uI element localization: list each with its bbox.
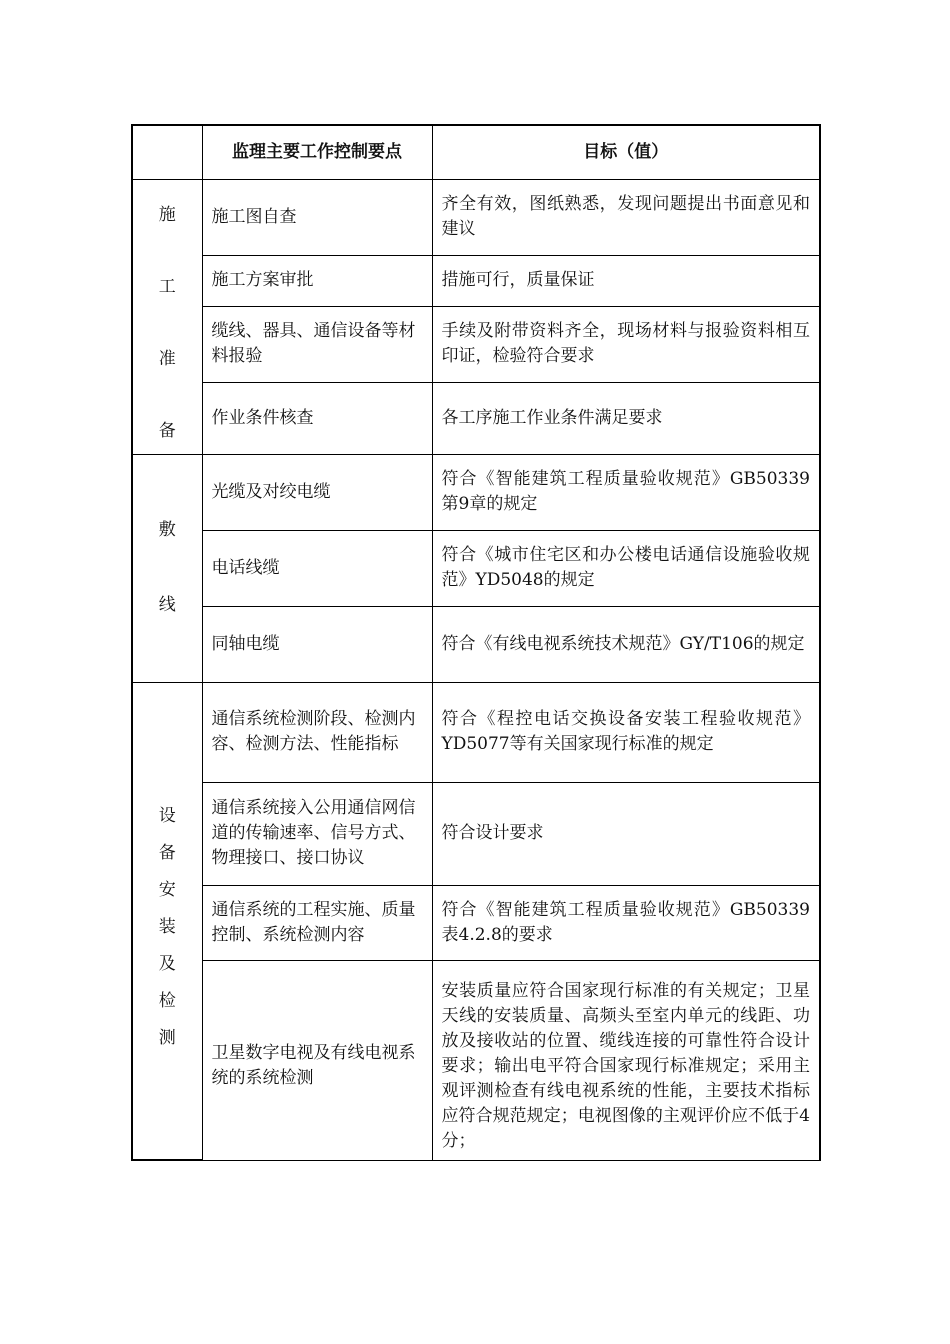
category-char: 备 [158,843,176,864]
target-value: 符合设计要求 [432,782,820,885]
category-char: 备 [158,421,176,442]
supervision-control-table [131,124,821,1161]
target-value: 符合《城市住宅区和办公楼电话通信设施验收规范》YD5048的规定 [432,530,820,606]
category-install-test [132,682,202,1160]
header-control-points: 监理主要工作控制要点 [202,125,432,179]
table-row [132,179,820,255]
table-row [132,255,820,306]
category-char: 准 [158,349,176,370]
table-row [132,682,820,782]
control-point: 作业条件核查 [202,382,432,454]
category-char: 敷 [158,520,176,540]
control-point: 光缆及对绞电缆 [202,454,432,530]
table-row [132,306,820,382]
target-value: 齐全有效，图纸熟悉，发现问题提出书面意见和建议 [432,179,820,255]
control-point: 施工方案审批 [202,255,432,306]
target-value: 符合《有线电视系统技术规范》GY/T106的规定 [432,606,820,682]
table-bottom-rule [131,1159,201,1161]
control-point: 电话线缆 [202,530,432,606]
category-char: 工 [158,276,176,297]
control-point: 通信系统检测阶段、检测内容、检测方法、性能指标 [202,682,432,782]
control-point: 缆线、器具、通信设备等材料报验 [202,306,432,382]
header-target-value: 目标（值） [432,125,820,179]
control-point: 通信系统的工程实施、质量控制、系统检测内容 [202,885,432,960]
category-construction-prep [132,179,202,454]
category-char: 线 [158,595,176,615]
category-char: 检 [158,991,176,1012]
target-value: 各工序施工作业条件满足要求 [432,382,820,454]
control-point: 通信系统接入公用通信网信道的传输速率、信号方式、物理接口、接口协议 [202,782,432,885]
control-point: 卫星数字电视及有线电视系统的系统检测 [202,960,432,1160]
table-header-row [132,125,820,179]
table-row [132,530,820,606]
control-point: 同轴电缆 [202,606,432,682]
category-char: 施 [158,204,176,225]
target-value: 符合《智能建筑工程质量验收规范》GB50339第9章的规定 [432,454,820,530]
table-row [132,382,820,454]
target-value: 符合《程控电话交换设备安装工程验收规范》YD5077等有关国家现行标准的规定 [432,682,820,782]
target-value: 符合《智能建筑工程质量验收规范》GB50339表4.2.8的要求 [432,885,820,960]
target-value: 措施可行，质量保证 [432,255,820,306]
control-point: 施工图自查 [202,179,432,255]
table-row [132,454,820,530]
target-value: 手续及附带资料齐全，现场材料与报验资料相互印证，检验符合要求 [432,306,820,382]
category-char: 测 [158,1028,176,1049]
table-row [132,885,820,960]
table-row [132,960,820,1160]
target-value: 安装质量应符合国家现行标准的有关规定；卫星天线的安装质量、高频头至室内单元的线距、功放及接收站的位置、缆线连接的可靠性符合设计要求；输出电平符合国家现行标准规定；采用主观评测检查有线电视系统的性能，主要技术指标应符合规范规定；电视图像的主观评价应不低于4分； [432,960,820,1160]
header-category-cell [132,125,202,179]
category-cabling [132,454,202,682]
category-char: 安 [158,880,176,901]
category-char: 及 [158,954,176,975]
category-char: 设 [158,806,176,827]
table-row [132,782,820,885]
category-char: 装 [158,917,176,938]
table-row [132,606,820,682]
